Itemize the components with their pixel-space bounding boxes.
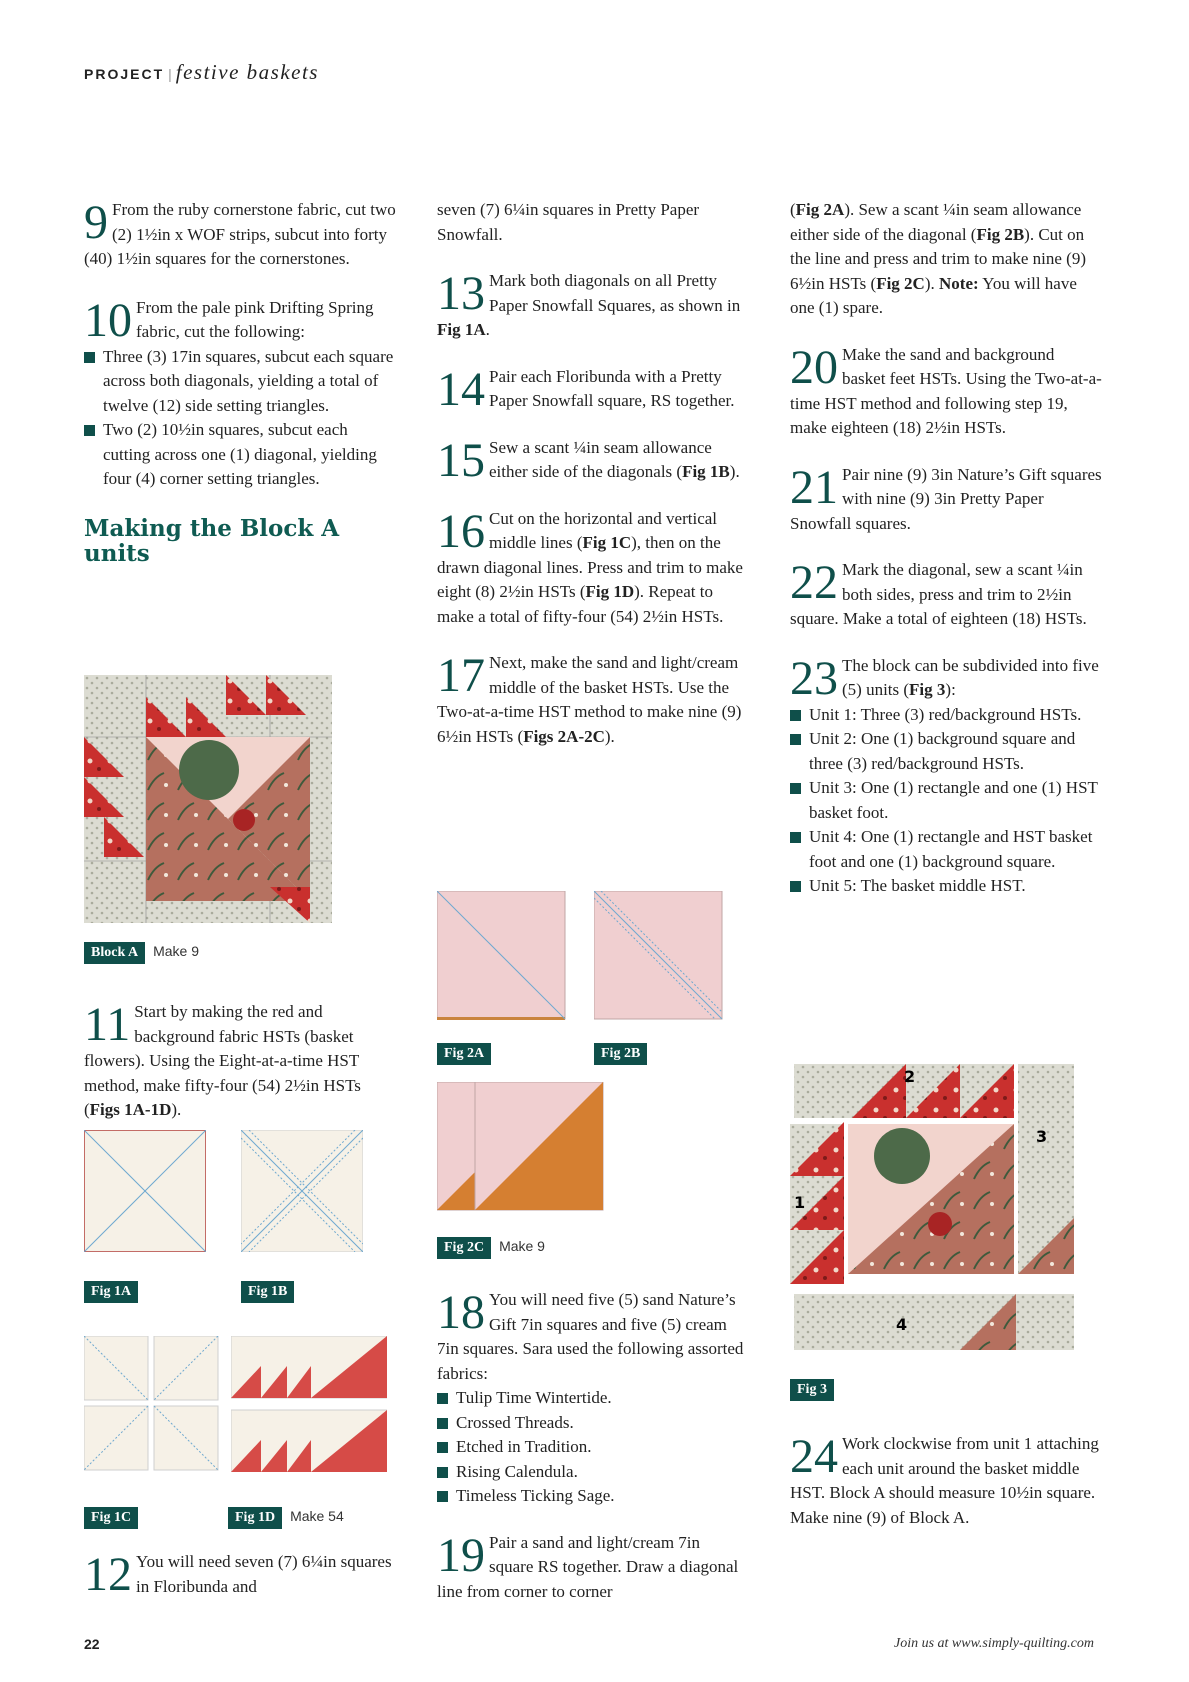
header-project: PROJECT (84, 66, 165, 82)
step-19 (437, 1528, 747, 1605)
step-number: 12 (84, 1548, 132, 1601)
fig-tag: Fig 2A (437, 1043, 491, 1065)
step-20 (790, 340, 1102, 441)
step-number: 16 (437, 504, 485, 558)
list-item: Timeless Ticking Sage. (437, 1484, 747, 1509)
step-23 (790, 651, 1102, 705)
step-text: Work clockwise from unit 1 attaching each unit around the basket middle HST. Block A should measure 10½in square. Make nine (9) of Block A. (790, 1434, 1099, 1527)
fig-tag: Fig 2C (437, 1237, 491, 1259)
column-1-lower (84, 1000, 396, 1123)
step-text: Pair each Floribunda with a Pretty Paper Snowfall square, RS together. (489, 366, 735, 410)
step-number: 21 (790, 460, 838, 514)
fig-2a-image (437, 891, 567, 1021)
step-number: 9 (84, 196, 108, 249)
step-text: You will have one (1) spare. (790, 273, 1077, 317)
list-item: Unit 1: Three (3) red/background HSTs. (790, 703, 1102, 728)
fig-1c-image (84, 1336, 220, 1472)
step-number: 11 (84, 998, 131, 1051)
step-number: 22 (790, 556, 838, 609)
step-text: ). (171, 1100, 182, 1119)
fabric-list (437, 1386, 747, 1509)
step-text: The block can be subdivided into five (5) units ( (842, 655, 1099, 699)
fig-tag: Fig 1C (84, 1507, 138, 1529)
fig-2c-image (437, 1082, 605, 1212)
step-12-continued: seven (7) 6¼in squares in Pretty Paper Snowfall. (437, 200, 700, 244)
fig-3-unit-label: 4 (896, 1315, 908, 1334)
step-text: Cut on the horizontal and vertical middle lines ( (489, 508, 718, 552)
fig-make: Make 54 (290, 1508, 344, 1524)
cut-list (84, 345, 396, 492)
step-text: ). (729, 462, 740, 481)
step-text: Mark both diagonals on all Pretty Paper Snowfall Squares, as shown in (489, 271, 741, 315)
fig-1d-caption (228, 1506, 344, 1529)
fig-1a-image (84, 1130, 206, 1252)
fig-3-unit-label: 2 (904, 1067, 916, 1086)
fig-make: Make 9 (499, 1238, 545, 1254)
fig-1b-caption (241, 1280, 294, 1303)
step-number: 17 (437, 649, 485, 702)
header-title: festive baskets (175, 60, 319, 84)
fig-ref: Fig 1C (582, 533, 632, 552)
unit-list (790, 703, 1102, 899)
fig-2a-caption (437, 1042, 491, 1065)
fig-3-caption (790, 1378, 834, 1401)
step-19-continued (790, 198, 1102, 321)
step-text: Sew a scant ¼in seam allowance either side of the diagonals ( (489, 437, 712, 481)
step-text: Pair a sand and light/cream 7in square RS together. Draw a diagonal line from corner to corner (437, 1532, 739, 1601)
step-text: Make the sand and background basket feet HSTs. Using the Two-at-a-time HST method and following step 19, make eighteen (18) 2½in HSTs. (790, 344, 1102, 437)
list-item: Unit 4: One (1) rectangle and HST basket foot and one (1) background square. (790, 825, 1102, 874)
fig-3-unit-label: 3 (1036, 1127, 1048, 1146)
step-number: 24 (790, 1430, 838, 1483)
fig-1a-caption (84, 1280, 138, 1303)
step-text: ). Sew a scant ¼in seam allowance either side of the diagonal ( (790, 200, 1082, 244)
fig-ref: Fig 2B (976, 224, 1025, 244)
fig-tag: Fig 1D (228, 1507, 282, 1529)
step-text: ). (604, 726, 615, 746)
step-number: 15 (437, 433, 485, 487)
step-text: ). (924, 273, 939, 293)
step-text: Next, make the sand and light/cream middle of the basket HSTs. Use the Two-at-a-time HST method to make nine (9) 6½in HSTs ( (437, 653, 742, 746)
fig-tag: Fig 2B (594, 1043, 647, 1065)
running-header (84, 60, 319, 85)
fig-tag: Fig 1A (84, 1281, 138, 1303)
column-2 (437, 198, 747, 749)
step-text: ). Cut on the line and press and trim to make nine (9) 6½in HSTs ( (790, 224, 1086, 293)
step-13 (437, 269, 747, 343)
header-separator: | (168, 66, 172, 82)
step-21 (790, 460, 1102, 537)
block-a-caption (84, 941, 199, 964)
step-22 (790, 558, 1102, 632)
fig-1c-caption (84, 1506, 138, 1529)
list-item: Crossed Threads. (437, 1411, 747, 1436)
list-item: Tulip Time Wintertide. (437, 1386, 747, 1411)
step-number: 14 (437, 362, 485, 416)
fig-2b-image (594, 891, 724, 1021)
step-text: Pair nine (9) 3in Nature’s Gift squares with nine (9) 3in Pretty Paper Snowfall squares. (790, 464, 1102, 533)
step-12 (84, 1550, 396, 1599)
block-a-make: Make 9 (153, 943, 199, 959)
list-item: Etched in Tradition. (437, 1435, 747, 1460)
step-text: From the pale pink Drifting Spring fabric, cut the following: (136, 297, 374, 341)
fig-ref: Figs 1A-1D (89, 1100, 172, 1119)
fig-1d-image (231, 1336, 387, 1472)
step-text: ). Repeat to make a total of fifty-four (54) 2½in HSTs. (437, 582, 724, 626)
column-3-lower (790, 1432, 1102, 1530)
step-10 (84, 293, 396, 347)
column-2-lower (437, 1288, 747, 1604)
step-text: You will need five (5) sand Nature’s Gift 7in squares and five (5) cream 7in squares. Sara used the following assorted fabrics: (437, 1290, 744, 1383)
block-a-tag: Block A (84, 942, 145, 964)
step-text: . (485, 320, 490, 339)
step-text: From the ruby cornerstone fabric, cut two (2) 1½in x WOF strips, subcut into forty (40) 1½in squares for the cornerstones. (84, 200, 396, 268)
step-16 (437, 504, 747, 630)
step-number: 13 (437, 267, 485, 320)
list-item: Unit 5: The basket middle HST. (790, 874, 1102, 899)
fig-ref: Fig 1B (682, 462, 730, 481)
section-title: Making the Block A units (84, 514, 340, 567)
block-a-image (84, 675, 332, 923)
step-9 (84, 198, 396, 272)
fig-2c-caption (437, 1236, 545, 1259)
step-18 (437, 1288, 747, 1386)
fig-3-unit-label: 1 (794, 1193, 806, 1212)
fig-tag: Fig 1B (241, 1281, 294, 1303)
step-text: ), then on the drawn diagonal lines. Press and trim to make eight (8) 2½in HSTs ( (437, 533, 743, 601)
note-label: Note: (939, 273, 979, 293)
step-number: 23 (790, 651, 838, 705)
step-number: 10 (84, 293, 132, 347)
fig-ref: Fig 1D (585, 582, 635, 601)
fig-3-image (790, 1064, 1078, 1354)
column-3 (790, 198, 1102, 899)
step-17 (437, 651, 747, 749)
step-number: 18 (437, 1286, 485, 1339)
step-24 (790, 1432, 1102, 1530)
fig-1b-image (241, 1130, 363, 1252)
step-number: 19 (437, 1528, 485, 1582)
step-text: You will need seven (7) 6¼in squares in Floribunda and (136, 1552, 392, 1596)
fig-ref: Fig 2C (876, 273, 925, 293)
page-number: 22 (84, 1636, 100, 1652)
list-item: Unit 3: One (1) rectangle and one (1) HST basket foot. (790, 776, 1102, 825)
step-text: ): (945, 680, 956, 699)
fig-ref: Fig 1A (437, 320, 486, 339)
column-1 (84, 198, 396, 566)
step-11 (84, 1000, 396, 1123)
step-text: ( (790, 200, 796, 219)
list-item: Two (2) 10½in squares, subcut each cutting across one (1) diagonal, yielding four (4) corner setting triangles. (84, 418, 396, 492)
fig-ref: Figs 2A-2C (523, 726, 605, 746)
fig-ref: Fig 2A (795, 200, 845, 219)
list-item: Unit 2: One (1) background square and three (3) red/background HSTs. (790, 727, 1102, 776)
step-15 (437, 433, 747, 487)
step-text: Mark the diagonal, sew a scant ¼in both sides, press and trim to 2½in square. Make a total of eighteen (18) HSTs. (790, 560, 1087, 628)
column-1-bottom (84, 1550, 396, 1599)
step-14 (437, 362, 747, 416)
fig-tag: Fig 3 (790, 1379, 834, 1401)
step-number: 20 (790, 340, 838, 394)
fig-2b-caption (594, 1042, 647, 1065)
step-text: Start by making the red and background fabric HSTs (basket flowers). Using the Eight-at-a-time HST method, make fifty-four (54) 2½in HSTs ( (84, 1002, 361, 1119)
list-item: Three (3) 17in squares, subcut each square across both diagonals, yielding a total of twelve (12) side setting triangles. (84, 345, 396, 419)
footer-website[interactable]: Join us at www.simply-quilting.com (893, 1636, 1094, 1651)
fig-ref: Fig 3 (909, 680, 946, 699)
list-item: Rising Calendula. (437, 1460, 747, 1485)
